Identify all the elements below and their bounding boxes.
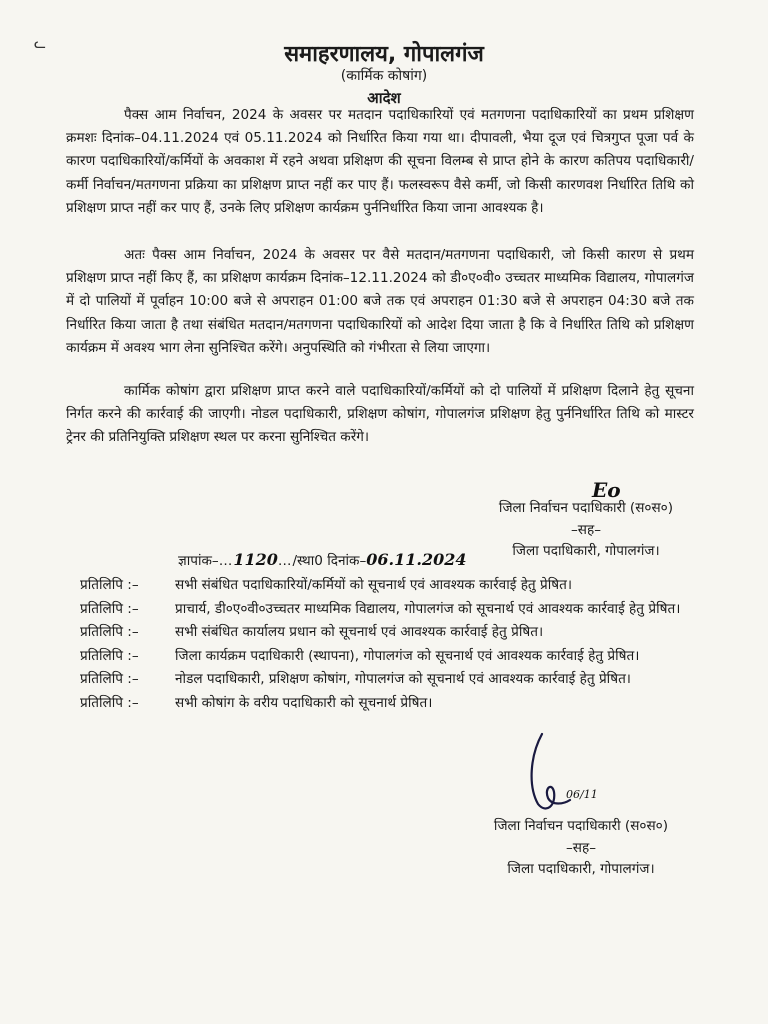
copy-item <box>80 574 700 597</box>
copy-text: प्राचार्य, डी०ए०वी०उच्चतर माध्यमिक विद्यालय, गोपालगंज को सूचनार्थ एवं आवश्यक कार्रवाई हेतु प्रेषित। <box>175 600 681 617</box>
memo-middle: /स्था0 दिनांक– <box>292 553 367 569</box>
signature-date: 06/11 <box>566 788 598 801</box>
copy-label: प्रतिलिपि :– <box>80 600 139 617</box>
signatory-designation: जिला पदाधिकारी, गोपालगंज। <box>507 861 655 878</box>
copy-text: सभी कोषांग के वरीय पदाधिकारी को सूचनार्थ प्रेषित। <box>175 694 433 711</box>
signatory-conjunction: –सह– <box>565 839 596 856</box>
copy-label: प्रतिलिपि :– <box>80 624 139 641</box>
paragraph-2 <box>66 244 694 360</box>
signatory-title: जिला निर्वाचन पदाधिकारी (स०स०) <box>493 818 669 834</box>
signatory-designation: जिला पदाधिकारी, गोपालगंज। <box>512 543 660 560</box>
copies-list <box>80 574 700 716</box>
cell-name: (कार्मिक कोषांग) <box>340 68 428 84</box>
office-name: समाहरणालय, गोपालगंज <box>284 42 484 67</box>
paragraph-1-text: पैक्स आम निर्वाचन, 2024 के अवसर पर मतदान पदाधिकारियों एवं मतगणना पदाधिकारियों का प्रथम प्रशिक्षण क्रमशः दिनांक–04.11.2024 एवं 05.11.2024 को निर्धारित किया गया था। दीपावली, भैया दूज एवं चित्रगुप्त पूजा पर्व के कारण पदाधिकारियों/कर्मियों के अवकाश में रहने अथवा प्रशिक्षण की सूचना विलम्ब से प्राप्त होने के कारण कतिपय पदाधिकारी/कर्मी निर्वाचन/मतगणना प्रक्रिया का प्रशिक्षण प्राप्त नहीं कर पाए हैं। फलस्वरूप वैसे कर्मी, जो किसी कारणवश निर्धारित तिथि को प्रशिक्षण प्राप्त नहीं कर पाए हैं, उनके लिए प्रशिक्षण कार्यक्रम पुर्ननिर्धारित किया जाना आवश्यक है। <box>66 107 694 216</box>
signatory-conjunction: –सह– <box>570 521 601 538</box>
paragraph-3-text: कार्मिक कोषांग द्वारा प्रशिक्षण प्राप्त करने वाले पदाधिकारियों/कर्मियों को दो पालियों में प्रशिक्षण दिलाने हेतु सूचना निर्गत करने की कार्रवाई की जाएगी। नोडल पदाधिकारी, प्रशिक्षण कोषांग, गोपालगंज प्रशिक्षण हेतु पुर्ननिर्धारित तिथि को मास्टर ट्रेनर की प्रतिनियुक्ति प्रशिक्षण स्थल पर करना सुनिश्चित करेंगे। <box>66 383 694 446</box>
handwritten-signature <box>520 726 640 816</box>
copy-label: प्रतिलिपि :– <box>80 671 139 688</box>
signature-block-1 <box>476 498 696 563</box>
paragraph-2-text: अतः पैक्स आम निर्वाचन, 2024 के अवसर पर वैसे मतदान/मतगणना पदाधिकारी, जो किसी कारण से प्रथम प्रशिक्षण प्राप्त नहीं किए हैं, का प्रशिक्षण कार्यक्रम दिनांक–12.11.2024 को डी०ए०वी० उच्चतर माध्यमिक विद्यालय, गोपालगंज में दो पालियों में पूर्वाहन 10:00 बजे से अपराहन 01:00 बजे तक एवं अपराहन 01:30 बजे से अपराहन 04:30 बजे तक निर्धारित किया जाता है तथा संबंधित मतदान/मतगणना पदाधिकारियों को आदेश दिया जाता है कि वे निर्धारित तिथि को प्रशिक्षण कार्यक्रम में अवश्य भाग लेना सुनिश्चित करेंगे। अनुपस्थिति को गंभीरता से लिया जाएगा। <box>66 247 694 356</box>
copy-item <box>80 692 700 715</box>
copy-text: जिला कार्यक्रम पदाधिकारी (स्थापना), गोपालगंज को सूचनार्थ एवं आवश्यक कार्रवाई हेतु प्रेषित। <box>175 647 640 664</box>
copy-item <box>80 621 700 644</box>
paragraph-3 <box>66 380 694 450</box>
corner-mark: ᓚ <box>34 36 46 52</box>
copy-item <box>80 645 700 668</box>
copy-text: नोडल पदाधिकारी, प्रशिक्षण कोषांग, गोपालगंज को सूचनार्थ एवं आवश्यक कार्रवाई हेतु प्रेषित। <box>175 671 631 688</box>
copy-text: सभी संबंधित पदाधिकारियों/कर्मियों को सूचनार्थ एवं आवश्यक कार्रवाई हेतु प्रेषित। <box>175 577 573 593</box>
paragraph-1 <box>66 104 694 220</box>
signature-initials: Eo <box>592 478 621 502</box>
memo-prefix: ज्ञापांक– <box>178 553 219 569</box>
memo-number: 1120 <box>233 550 278 569</box>
copy-label: प्रतिलिपि :– <box>80 577 139 593</box>
order-title: आदेश <box>367 89 401 107</box>
copy-text: सभी संबंधित कार्यालय प्रधान को सूचनार्थ एवं आवश्यक कार्रवाई हेतु प्रेषित। <box>175 624 544 641</box>
copy-item <box>80 668 700 691</box>
memo-date: 06.11.2024 <box>366 550 467 569</box>
copy-item <box>80 598 700 621</box>
copy-label: प्रतिलिपि :– <box>80 647 139 664</box>
signatory-title: जिला निर्वाचन पदाधिकारी (स०स०) <box>498 500 674 516</box>
memo-line: ज्ञापांक–…1120…/स्था0 दिनांक–06.11.2024 <box>178 550 467 569</box>
signature-block-2 <box>466 816 696 881</box>
copy-label: प्रतिलिपि :– <box>80 694 139 711</box>
